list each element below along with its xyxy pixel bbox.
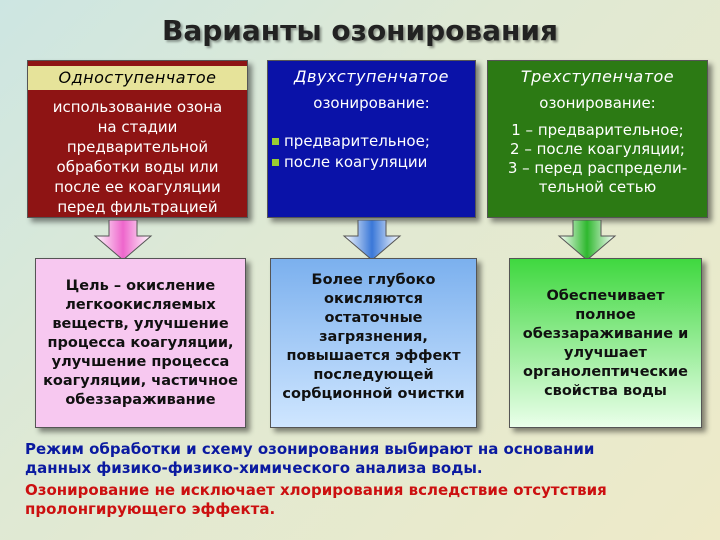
goal-line: коагуляции, частичное [43, 373, 238, 389]
goal-line: Цель – окисление [65, 278, 216, 294]
goal-box-single-stage [35, 258, 246, 428]
list-item: 2 – после коагуляции; [510, 140, 685, 158]
down-arrow-icon [93, 220, 153, 260]
stage-list [272, 131, 430, 173]
variant-subheader: озонирование: [313, 94, 430, 112]
goal-text [277, 271, 470, 404]
goal-box-three-stage [509, 258, 702, 428]
description-line: после ее коагуляции [54, 178, 221, 196]
description-line: предварительной [66, 138, 209, 156]
goal-line: окисляются [324, 291, 423, 307]
variant-box-two-stage [267, 60, 476, 218]
variant-description [34, 97, 241, 217]
variant-header: Двухступенчатое [294, 67, 449, 86]
goal-line: повышается эффект [286, 348, 461, 364]
goal-line: сорбционной очистки [282, 386, 465, 402]
down-arrow-icon [342, 220, 402, 260]
list-item-text: предварительное; [284, 132, 430, 150]
description-line: обработки воды или [56, 158, 219, 176]
goal-line: Более глубоко [311, 272, 436, 288]
description-line: на стадии [97, 118, 178, 136]
goal-line: органолептические [523, 364, 688, 380]
note-line: пролонгирующего эффекта. [25, 500, 276, 518]
variant-subheader: озонирование: [539, 94, 656, 112]
stage-list [492, 121, 703, 197]
goal-line: последующей [313, 367, 434, 383]
goal-line: остаточные [324, 310, 423, 326]
list-item: 1 – предварительное; [511, 121, 684, 139]
note-analysis [25, 440, 705, 478]
page-title: Варианты озонирования [162, 14, 558, 47]
down-arrow-icon [557, 220, 617, 260]
goal-line: обеззараживание и [522, 326, 689, 342]
variant-box-single-stage [27, 60, 248, 218]
goal-line: Обеспечивает [546, 288, 665, 304]
goal-text [42, 277, 239, 410]
note-chlorination [25, 481, 705, 519]
goal-text [516, 287, 695, 401]
description-line: перед фильтрацией [57, 198, 218, 216]
list-item [272, 152, 430, 173]
list-item [272, 131, 430, 152]
list-item-text: после коагуляции [284, 153, 428, 171]
goal-line: полное [575, 307, 636, 323]
list-item: 3 – перед распредели- [507, 159, 688, 177]
note-line: Режим обработки и схему озонирования выбирают на основании [25, 440, 595, 458]
goal-line: легкоокисляемых [65, 297, 216, 313]
variant-header: Одноступенчатое [28, 66, 247, 90]
list-item: тельной сетью [538, 178, 657, 196]
bullet-icon [272, 159, 279, 166]
variant-box-three-stage [487, 60, 708, 218]
note-line: данных физико-физико-химического анализа воды. [25, 459, 483, 477]
goal-line: улучшение процесса [51, 354, 230, 370]
note-line: Озонирование не исключает хлорирования вследствие отсутствия [25, 481, 607, 499]
goal-line: обеззараживание [65, 392, 216, 408]
goal-box-two-stage [270, 258, 477, 428]
description-line: использование озона [52, 98, 223, 116]
goal-line: свойства воды [544, 383, 667, 399]
goal-line: загрязнения, [319, 329, 428, 345]
goal-line: веществ, улучшение [52, 316, 229, 332]
goal-line: процесса коагуляции, [47, 335, 234, 351]
variant-header: Трехступенчатое [520, 67, 675, 86]
bullet-icon [272, 138, 279, 145]
goal-line: улучшает [564, 345, 647, 361]
